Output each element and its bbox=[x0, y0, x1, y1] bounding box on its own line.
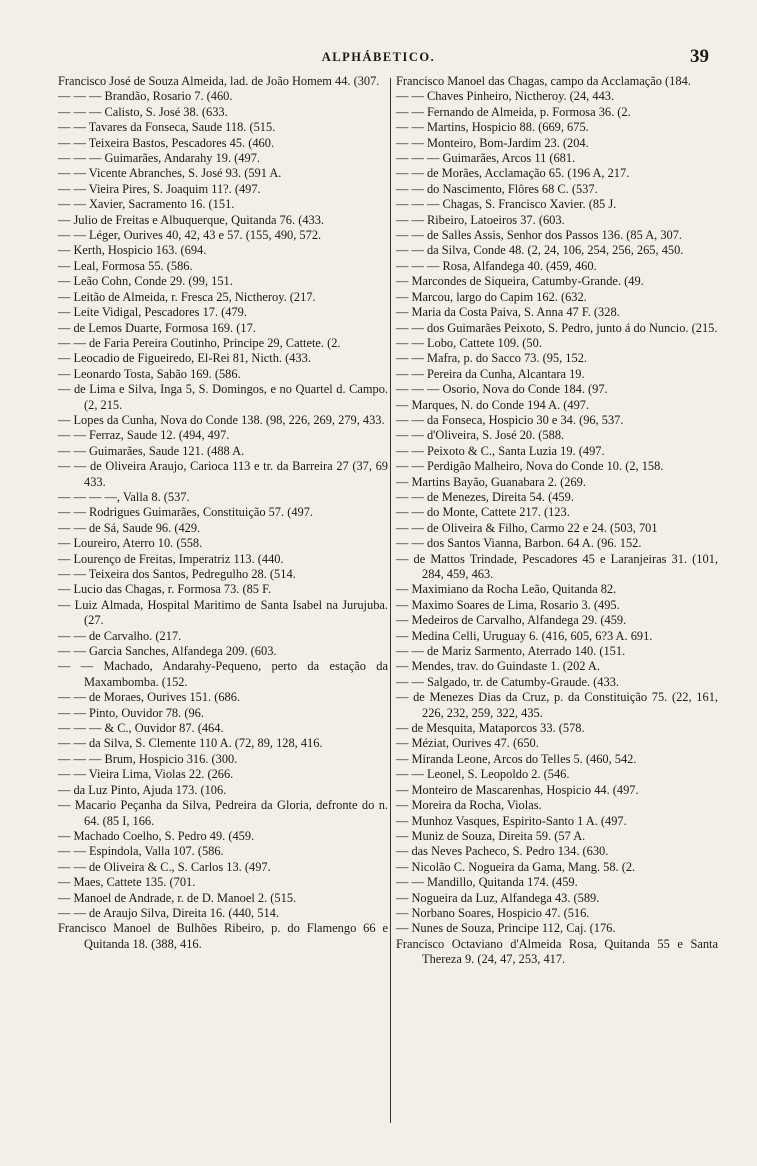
directory-entry: — — de Moraes, Ourives 151. (686. bbox=[58, 690, 241, 705]
directory-entry: — Leocadio de Figueiredo, El-Rei 81, Nicth. (433. bbox=[58, 351, 311, 366]
directory-entry: — Nunes de Souza, Principe 112, Caj. (176. bbox=[396, 921, 616, 936]
directory-entry: — — Garcia Sanches, Alfandega 209. (603. bbox=[58, 644, 277, 659]
page-header bbox=[0, 48, 757, 70]
directory-entry: — de Lima e Silva, Inga 5, S. Domingos, e no Quartel d. Campo. (2, 215. bbox=[58, 382, 388, 412]
directory-entry: — — de Morães, Acclamação 65. (196 A, 217. bbox=[396, 166, 630, 181]
directory-entry: — — Tavares da Fonseca, Saude 118. (515. bbox=[58, 120, 276, 135]
directory-entry: — — Salgado, tr. de Catumby-Graude. (433. bbox=[396, 674, 619, 689]
directory-columns bbox=[0, 74, 757, 1154]
directory-entry: — — dos Santos Vianna, Barbon. 64 A. (96. 152. bbox=[396, 536, 642, 551]
directory-entry: — das Neves Pacheco, S. Pedro 134. (630. bbox=[396, 844, 609, 859]
directory-entry: — — Pinto, Ouvidor 78. (96. bbox=[58, 705, 204, 720]
directory-entry: — — Guimarães, Saude 121. (488 A. bbox=[58, 443, 245, 458]
directory-entry: — Méziat, Ourives 47. (650. bbox=[396, 736, 539, 751]
directory-entry: — Maximo Soares de Lima, Rosario 3. (495. bbox=[396, 597, 620, 612]
directory-entry: — Lourenço de Freitas, Imperatriz 113. (440. bbox=[58, 551, 284, 566]
directory-entry: — Marques, N. do Conde 194 A. (497. bbox=[396, 397, 590, 412]
directory-entry: — — Pereira da Cunha, Alcantara 19. bbox=[396, 366, 585, 381]
directory-entry: — — Xavier, Sacramento 16. (151. bbox=[58, 197, 235, 212]
directory-entry: — Leão Cohn, Conde 29. (99, 151. bbox=[58, 274, 233, 289]
directory-entry: — Medina Celli, Uruguay 6. (416, 605, 6?3 A. 691. bbox=[396, 628, 653, 643]
directory-entry: — Julio de Freitas e Albuquerque, Quitanda 76. (433. bbox=[58, 212, 325, 227]
directory-entry: — — da Fonseca, Hospicio 30 e 34. (96, 537. bbox=[396, 412, 624, 427]
left-column bbox=[58, 74, 388, 952]
directory-entry: — — — & C., Ouvidor 87. (464. bbox=[58, 721, 224, 736]
directory-entry: — Norbano Soares, Hospicio 47. (516. bbox=[396, 905, 590, 920]
directory-entry: — Kerth, Hospicio 163. (694. bbox=[58, 243, 207, 258]
directory-entry: — da Luz Pinto, Ajuda 173. (106. bbox=[58, 782, 227, 797]
directory-entry: — Moreira da Rocha, Violas. bbox=[396, 798, 542, 813]
directory-entry: — — — Guimarães, Arcos 11 (681. bbox=[396, 151, 576, 166]
directory-entry: — de Lemos Duarte, Formosa 169. (17. bbox=[58, 320, 256, 335]
directory-entry: — Miranda Leone, Arcos do Telles 5. (460, 542. bbox=[396, 751, 637, 766]
directory-entry: — — Peixoto & C., Santa Luzia 19. (497. bbox=[396, 443, 605, 458]
directory-entry: — Loureiro, Aterro 10. (558. bbox=[58, 536, 203, 551]
directory-entry: — de Mesquita, Mataporcos 33. (578. bbox=[396, 721, 585, 736]
directory-entry: — — Leonel, S. Leopoldo 2. (546. bbox=[396, 767, 570, 782]
directory-entry: — Lopes da Cunha, Nova do Conde 138. (98, 226, 269, 279, 433. bbox=[58, 412, 385, 427]
directory-entry: — — Ribeiro, Latoeiros 37. (603. bbox=[396, 212, 565, 227]
directory-entry: — — Machado, Andarahy-Pequeno, perto da estação da Maxambomba. (152. bbox=[58, 659, 388, 689]
directory-entry: — — Vicente Abranches, S. José 93. (591 A. bbox=[58, 166, 282, 181]
page-number: 39 bbox=[690, 46, 709, 67]
directory-entry: — — — Guimarães, Andarahy 19. (497. bbox=[58, 151, 260, 166]
directory-entry: — Marcondes de Siqueira, Catumby-Grande. (49. bbox=[396, 274, 644, 289]
directory-entry: — — Léger, Ourives 40, 42, 43 e 57. (155, 490, 572. bbox=[58, 228, 322, 243]
directory-entry: — Leonardo Tosta, Sabão 169. (586. bbox=[58, 366, 241, 381]
running-title: ALPHÁBETICO. bbox=[321, 50, 436, 64]
directory-entry: — Leite Vidigal, Pescadores 17. (479. bbox=[58, 305, 247, 320]
directory-entry: — — de Salles Assis, Senhor dos Passos 136. (85 A, 307. bbox=[396, 228, 683, 243]
directory-entry: — — Ferraz, Saude 12. (494, 497. bbox=[58, 428, 230, 443]
directory-entry: — — Rodrigues Guimarães, Constituição 57. (497. bbox=[58, 505, 314, 520]
directory-entry: — — — Brandão, Rosario 7. (460. bbox=[58, 89, 233, 104]
directory-entry: — — Lobo, Cattete 109. (50. bbox=[396, 335, 542, 350]
directory-entry: — de Menezes Dias da Cruz, p. da Constituição 75. (22, 161, 226, 232, 259, 322, 435. bbox=[396, 690, 718, 720]
directory-entry: — Martins Bayão, Guanabara 2. (269. bbox=[396, 474, 586, 489]
directory-entry: — Leitão de Almeida, r. Fresca 25, Nictheroy. (217. bbox=[58, 289, 316, 304]
directory-entry: — — de Oliveira Araujo, Carioca 113 e tr. da Barreira 27 (37, 69 433. bbox=[58, 459, 388, 489]
directory-entry: — Maximiano da Rocha Leão, Quitanda 82. bbox=[396, 582, 617, 597]
directory-entry: — — — Brum, Hospicio 316. (300. bbox=[58, 751, 238, 766]
directory-entry: — de Mattos Trindade, Pescadores 45 e Laranjeiras 31. (101, 284, 459, 463. bbox=[396, 551, 718, 581]
directory-entry: — — da Silva, Conde 48. (2, 24, 106, 254, 256, 265, 450. bbox=[396, 243, 684, 258]
directory-entry: — — de Oliveira & C., S. Carlos 13. (497. bbox=[58, 859, 271, 874]
directory-entry: — — — Calisto, S. José 38. (633. bbox=[58, 104, 228, 119]
directory-entry: — — de Araujo Silva, Direita 16. (440, 514. bbox=[58, 905, 279, 920]
directory-entry: — — de Mariz Sarmento, Aterrado 140. (151. bbox=[396, 644, 626, 659]
directory-entry: — — Fernando de Almeida, p. Formosa 36. (2. bbox=[396, 104, 631, 119]
directory-entry: — Maes, Cattete 135. (701. bbox=[58, 875, 196, 890]
directory-entry: — — Monteiro, Bom-Jardim 23. (204. bbox=[396, 135, 589, 150]
directory-entry: — — de Menezes, Direita 54. (459. bbox=[396, 489, 574, 504]
directory-entry: — — Espindola, Valla 107. (586. bbox=[58, 844, 224, 859]
directory-entry: — — Teixeira Bastos, Pescadores 45. (460. bbox=[58, 135, 275, 150]
directory-entry: — — — Osorio, Nova do Conde 184. (97. bbox=[396, 382, 608, 397]
directory-entry: — — Teixeira dos Santos, Pedregulho 28. (514. bbox=[58, 567, 296, 581]
directory-entry: — Leal, Formosa 55. (586. bbox=[58, 258, 193, 273]
directory-entry: — — de Oliveira & Filho, Carmo 22 e 24. (503, 701 bbox=[396, 520, 658, 535]
directory-entry: — Marcou, largo do Capim 162. (632. bbox=[396, 289, 587, 304]
directory-entry: — Monteiro de Mascarenhas, Hospicio 44. (497. bbox=[396, 782, 639, 797]
directory-entry: — — Vieira Pires, S. Joaquim 11?. (497. bbox=[58, 181, 261, 196]
directory-entry: — Mendes, trav. do Guindaste 1. (202 A. bbox=[396, 659, 600, 674]
directory-entry: — Luiz Almada, Hospital Maritimo de Santa Isabel na Jurujuba. (27. bbox=[58, 597, 388, 628]
directory-entry: — Machado Coelho, S. Pedro 49. (459. bbox=[58, 828, 255, 843]
directory-entry: — Macario Peçanha da Silva, Pedreira da Gloria, defronte do n. 64. (85 I, 166. bbox=[58, 798, 388, 828]
directory-entry: Francisco Octaviano d'Almeida Rosa, Quitanda 55 e Santa Thereza 9. (24, 47, 253, 417. bbox=[396, 936, 718, 967]
directory-entry: — — Mandillo, Quitanda 174. (459. bbox=[396, 875, 578, 890]
directory-entry: — — de Sá, Saude 96. (429. bbox=[58, 520, 201, 535]
directory-entry: — — da Silva, S. Clemente 110 A. (72, 89, 128, 416. bbox=[58, 736, 323, 751]
directory-entry: — Munhoz Vasques, Espirito-Santo 1 A. (497. bbox=[396, 813, 627, 828]
directory-entry: — Lucio das Chagas, r. Formosa 73. (85 F. bbox=[58, 582, 272, 597]
right-column bbox=[396, 74, 718, 968]
directory-entry: — — Mafra, p. do Sacco 73. (95, 152. bbox=[396, 351, 587, 366]
directory-entry: Francisco Manoel das Chagas, campo da Acclamação (184. bbox=[396, 74, 691, 88]
directory-entry: — — — Rosa, Alfandega 40. (459, 460. bbox=[396, 258, 597, 273]
directory-entry: — — — —, Valla 8. (537. bbox=[58, 489, 190, 504]
directory-entry: — Medeiros de Carvalho, Alfandega 29. (459. bbox=[396, 613, 627, 628]
directory-entry: — Nicolão C. Nogueira da Gama, Mang. 58. (2. bbox=[396, 859, 636, 874]
directory-entry: Francisco José de Souza Almeida, lad. de João Homem 44. (307. bbox=[58, 74, 380, 88]
directory-entry: — Nogueira da Luz, Alfandega 43. (589. bbox=[396, 890, 600, 905]
directory-entry: Francisco Manoel de Bulhões Ribeiro, p. do Flamengo 66 e Quitanda 18. (388, 416. bbox=[58, 921, 388, 951]
directory-entry: — — Vieira Lima, Violas 22. (266. bbox=[58, 767, 234, 782]
directory-entry: — — Martins, Hospicio 88. (669, 675. bbox=[396, 120, 589, 135]
directory-entry: — — Perdigão Malheiro, Nova do Conde 10. (2, 158. bbox=[396, 459, 664, 474]
directory-entry: — — Chaves Pinheiro, Nictheroy. (24, 443. bbox=[396, 89, 615, 104]
directory-entry: — Maria da Costa Paiva, S. Anna 47 F. (328. bbox=[396, 305, 620, 320]
directory-entry: — Manoel de Andrade, r. de D. Manoel 2. (515. bbox=[58, 890, 297, 905]
directory-entry: — — de Faria Pereira Coutinho, Principe 29, Cattete. (2. bbox=[58, 335, 341, 350]
directory-entry: — — — Chagas, S. Francisco Xavier. (85 J. bbox=[396, 197, 617, 212]
directory-entry: — — do Nascimento, Flôres 68 C. (537. bbox=[396, 181, 598, 196]
directory-entry: — Muniz de Souza, Direita 59. (57 A. bbox=[396, 828, 586, 843]
directory-entry: — — d'Oliveira, S. José 20. (588. bbox=[396, 428, 565, 443]
directory-entry: — — de Carvalho. (217. bbox=[58, 628, 182, 643]
directory-entry: — — do Monte, Cattete 217. (123. bbox=[396, 505, 570, 520]
directory-entry: — — dos Guimarães Peixoto, S. Pedro, junto á do Nuncio. (215. bbox=[396, 320, 718, 335]
